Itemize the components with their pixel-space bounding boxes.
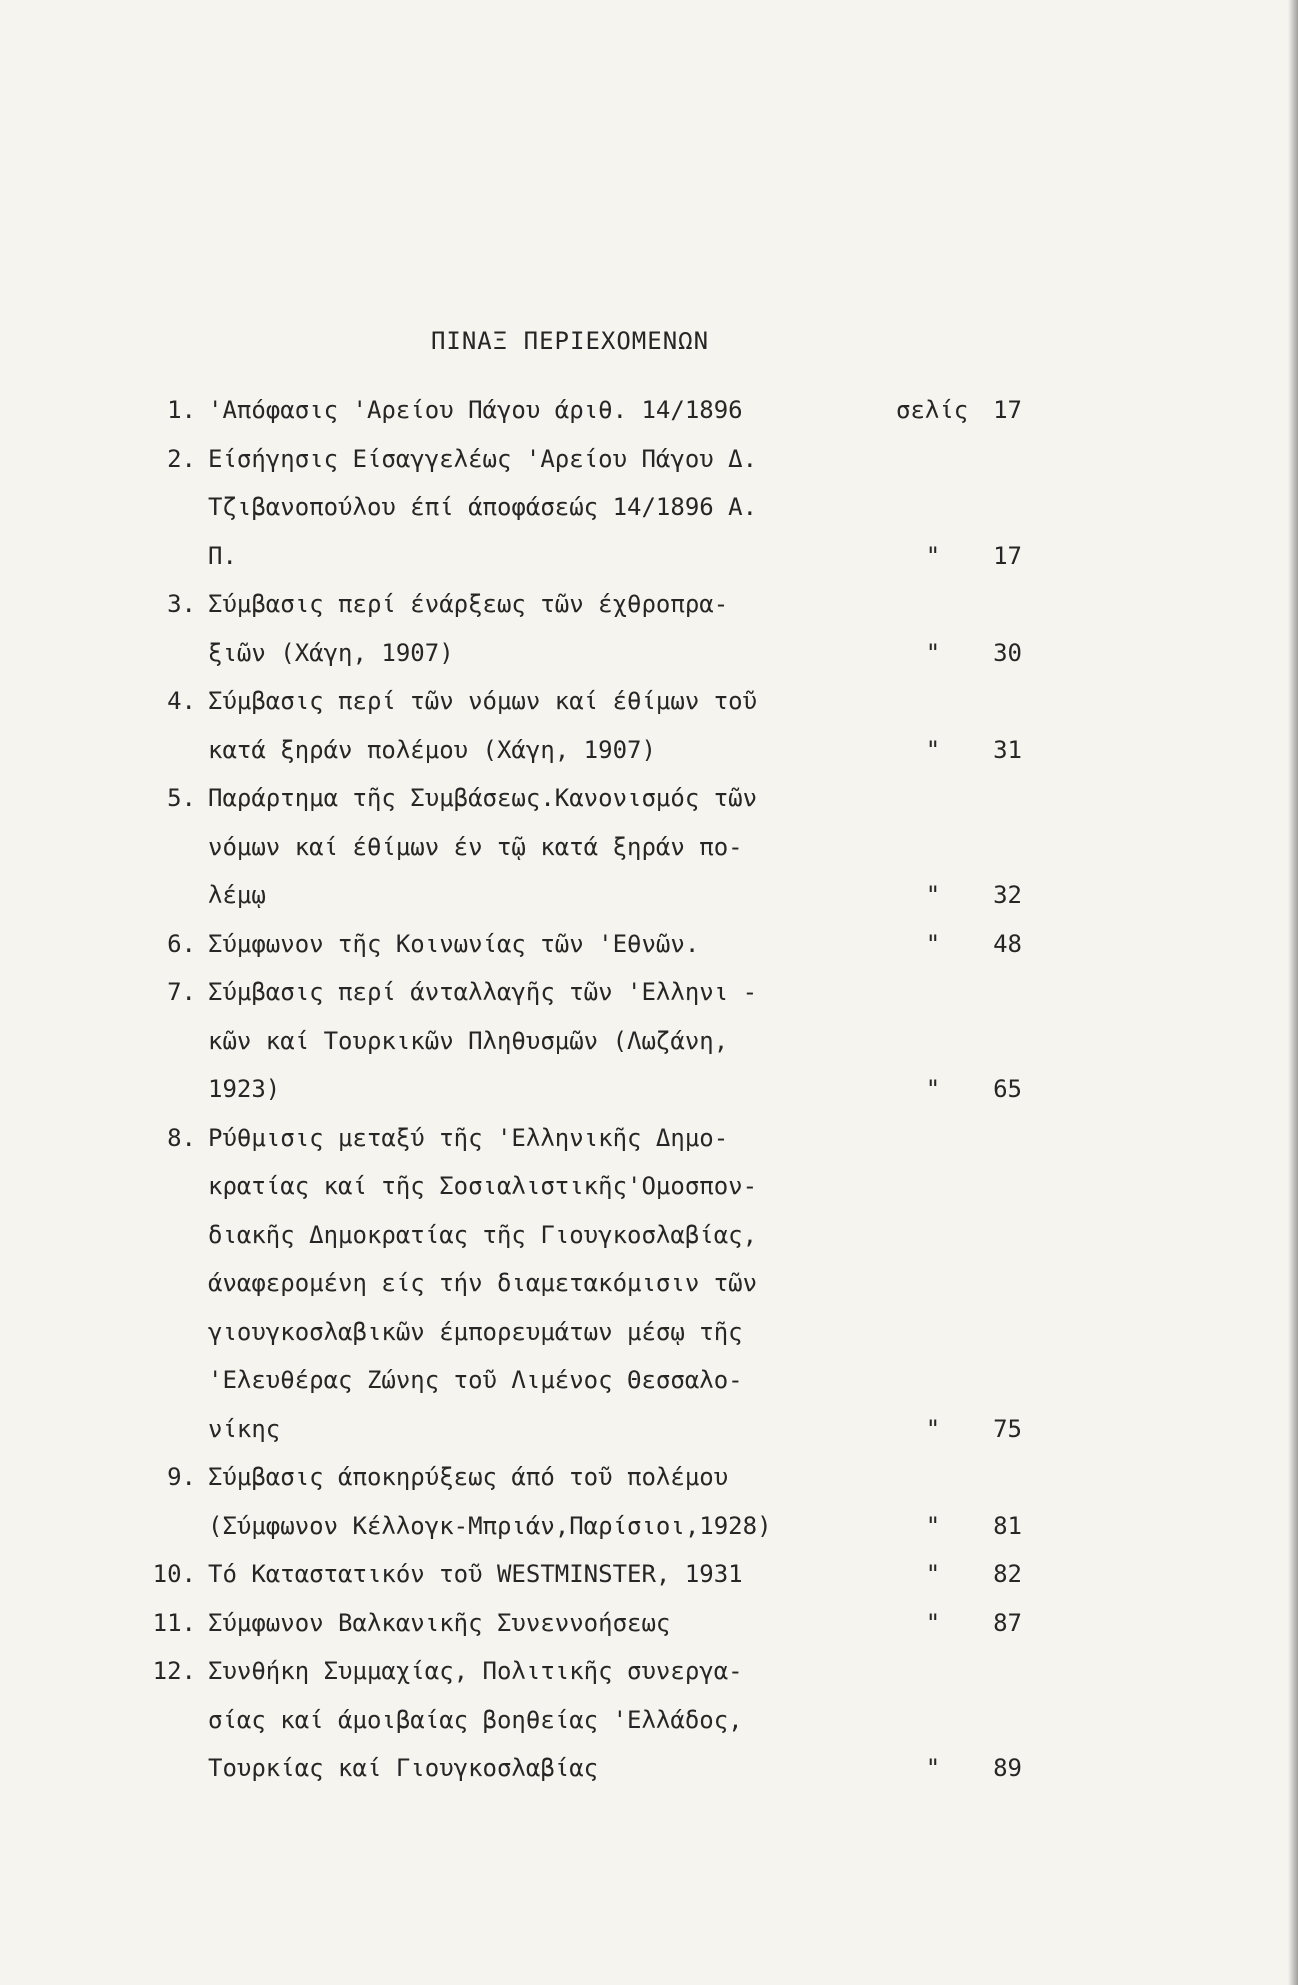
entry-title-text: Τό Καταστατικόν τοῦ WESTMINSTER, 1931: [208, 1560, 743, 1588]
page-number: 87: [993, 1608, 1022, 1637]
entry-number: 2.: [167, 444, 196, 473]
entry-title-text: Π.: [208, 541, 237, 570]
toc-entry-line: [0, 930, 1298, 979]
entry-title-text: Τζιβανοπούλου έπί άποφάσεώς 14/1896 Α.: [208, 493, 758, 521]
page-number: 89: [993, 1754, 1022, 1782]
toc-entry-line: [0, 1221, 1298, 1270]
toc-entry-line: [0, 1463, 1298, 1512]
toc-entry-line: [0, 1172, 1298, 1221]
toc-entry: [0, 1463, 1298, 1560]
entry-number: 8.: [167, 1123, 196, 1152]
page-number: 17: [993, 396, 1022, 424]
page-title: ΠΙΝΑΞ ΠΕΡΙΕΧΟΜΕΝΩΝ: [430, 327, 710, 355]
toc-entry-line: [0, 590, 1298, 639]
ditto-mark: ": [925, 1414, 941, 1443]
ditto-mark: ": [925, 638, 941, 667]
toc-entry-line: [0, 1706, 1298, 1755]
toc-entry-line: [0, 1027, 1298, 1076]
entry-number: 10.: [152, 1560, 196, 1588]
toc-entry-line: [0, 1269, 1298, 1318]
toc-entry: [0, 445, 1298, 591]
toc-entry: [0, 687, 1298, 784]
entry-title-text: νόμων καί έθίμων έν τῷ κατά ξηράν πο-: [208, 832, 743, 861]
page-number: 75: [993, 1414, 1022, 1443]
entry-number: 7.: [167, 978, 196, 1006]
entry-title-text: νίκης: [208, 1414, 281, 1443]
entry-number: 11.: [152, 1608, 196, 1637]
ditto-mark: ": [925, 929, 941, 958]
toc-entry: [0, 1560, 1298, 1609]
toc-entry-line: [0, 1609, 1298, 1658]
entry-title-text: κατά ξηράν πολέμου (Χάγη, 1907): [208, 735, 656, 764]
page-label: σελίς: [896, 396, 969, 424]
entry-title-text: γιουγκοσλαβικῶν έμπορευμάτων μέσῳ τῆς: [208, 1317, 743, 1346]
entry-title-text: σίας καί άμοιβαίας βοηθείας 'Ελλάδος,: [208, 1705, 743, 1734]
entry-title-text: κῶν καί Τουρκικῶν Πληθυσμῶν (Λωζάνη,: [208, 1026, 729, 1055]
toc-entry: [0, 1657, 1298, 1803]
toc-entry-line: [0, 1657, 1298, 1706]
toc-entry-line: [0, 1512, 1298, 1561]
entry-title-text: άναφερομένη είς τήν διαμετακόμισιν τῶν: [208, 1269, 758, 1297]
toc-entry-line: [0, 1415, 1298, 1464]
toc-entry-line: [0, 445, 1298, 494]
entry-number: 9.: [167, 1463, 196, 1491]
toc-entry-line: [0, 396, 1298, 445]
entry-title-text: Τουρκίας καί Γιουγκοσλαβίας: [208, 1754, 599, 1782]
toc-entry-line: [0, 881, 1298, 930]
toc-entry-line: [0, 639, 1298, 688]
toc-entry-line: [0, 784, 1298, 833]
entry-title-text: 1923): [208, 1075, 281, 1103]
toc-entry: [0, 396, 1298, 445]
ditto-mark: ": [925, 735, 941, 764]
ditto-mark: ": [925, 1608, 941, 1637]
toc-entry-line: [0, 1318, 1298, 1367]
toc-entry: [0, 590, 1298, 687]
page-number: 31: [993, 735, 1022, 764]
entry-title-text: 'Ελευθέρας Ζώνης τοῦ Λιμένος Θεσσαλο-: [208, 1366, 743, 1394]
toc-entry-line: [0, 833, 1298, 882]
toc-entry: [0, 930, 1298, 979]
entry-title-text: Παράρτημα τῆς Συμβάσεως.Κανονισμός τῶν: [208, 784, 758, 812]
entry-title-text: Είσήγησις Είσαγγελέως 'Αρείου Πάγου Δ.: [208, 444, 758, 473]
toc-entry: [0, 978, 1298, 1124]
toc-entry: [0, 784, 1298, 930]
page-number: 82: [993, 1560, 1022, 1588]
entry-title-text: κρατίας καί τῆς Σοσιαλιστικῆς'Ομοσπον-: [208, 1172, 758, 1200]
table-of-contents: [0, 396, 1298, 1803]
entry-number: 3.: [167, 590, 196, 618]
entry-number: 1.: [167, 396, 196, 424]
toc-entry-line: [0, 978, 1298, 1027]
page-number: 30: [993, 638, 1022, 667]
toc-entry-line: [0, 1560, 1298, 1609]
entry-number: 6.: [167, 929, 196, 958]
entry-number: 12.: [152, 1657, 196, 1685]
toc-entry-line: [0, 1124, 1298, 1173]
entry-title-text: Ρύθμισις μεταξύ τῆς 'Ελληνικῆς Δημο-: [208, 1123, 729, 1152]
ditto-mark: ": [925, 1075, 941, 1103]
ditto-mark: ": [925, 1560, 941, 1588]
toc-entry-line: [0, 542, 1298, 591]
page-number: 48: [993, 929, 1022, 958]
entry-title-text: Συνθήκη Συμμαχίας, Πολιτικῆς συνεργα-: [208, 1657, 743, 1685]
ditto-mark: ": [925, 541, 941, 570]
entry-title-text: διακῆς Δημοκρατίας τῆς Γιουγκοσλαβίας,: [208, 1220, 758, 1249]
page-number: 17: [993, 541, 1022, 570]
entry-number: 4.: [167, 687, 196, 715]
toc-entry: [0, 1609, 1298, 1658]
toc-entry-line: [0, 493, 1298, 542]
entry-number: 5.: [167, 784, 196, 812]
entry-title-text: Σύμφωνον τῆς Κοινωνίας τῶν 'Εθνῶν.: [208, 929, 700, 958]
page-number: 81: [993, 1511, 1022, 1540]
ditto-mark: ": [925, 881, 941, 909]
toc-entry-line: [0, 1366, 1298, 1415]
entry-title-text: Σύμβασις περί άνταλλαγῆς τῶν 'Ελληνι -: [208, 978, 758, 1006]
entry-title-text: Σύμφωνον Βαλκανικῆς Συνεννοήσεως: [208, 1608, 671, 1637]
entry-title-text: Σύμβασις περί τῶν νόμων καί έθίμων τοῦ: [208, 687, 758, 715]
entry-title-text: (Σύμφωνον Κέλλογκ-Μπριάν,Παρίσιοι,1928): [208, 1511, 772, 1540]
entry-title-text: ξιῶν (Χάγη, 1907): [208, 638, 454, 667]
entry-title-text: λέμῳ: [208, 881, 266, 909]
toc-entry-line: [0, 687, 1298, 736]
ditto-mark: ": [925, 1754, 941, 1782]
toc-entry-line: [0, 1075, 1298, 1124]
entry-title-text: Σύμβασις άποκηρύξεως άπό τοῦ πολέμου: [208, 1463, 729, 1491]
toc-entry: [0, 1124, 1298, 1464]
toc-entry-line: [0, 736, 1298, 785]
ditto-mark: ": [925, 1511, 941, 1540]
page-number: 32: [993, 881, 1022, 909]
entry-title-text: 'Απόφασις 'Αρείου Πάγου άριθ. 14/1896: [208, 396, 743, 424]
page-number: 65: [993, 1075, 1022, 1103]
entry-title-text: Σύμβασις περί ένάρξεως τῶν έχθροπρα-: [208, 590, 729, 618]
toc-entry-line: [0, 1754, 1298, 1803]
